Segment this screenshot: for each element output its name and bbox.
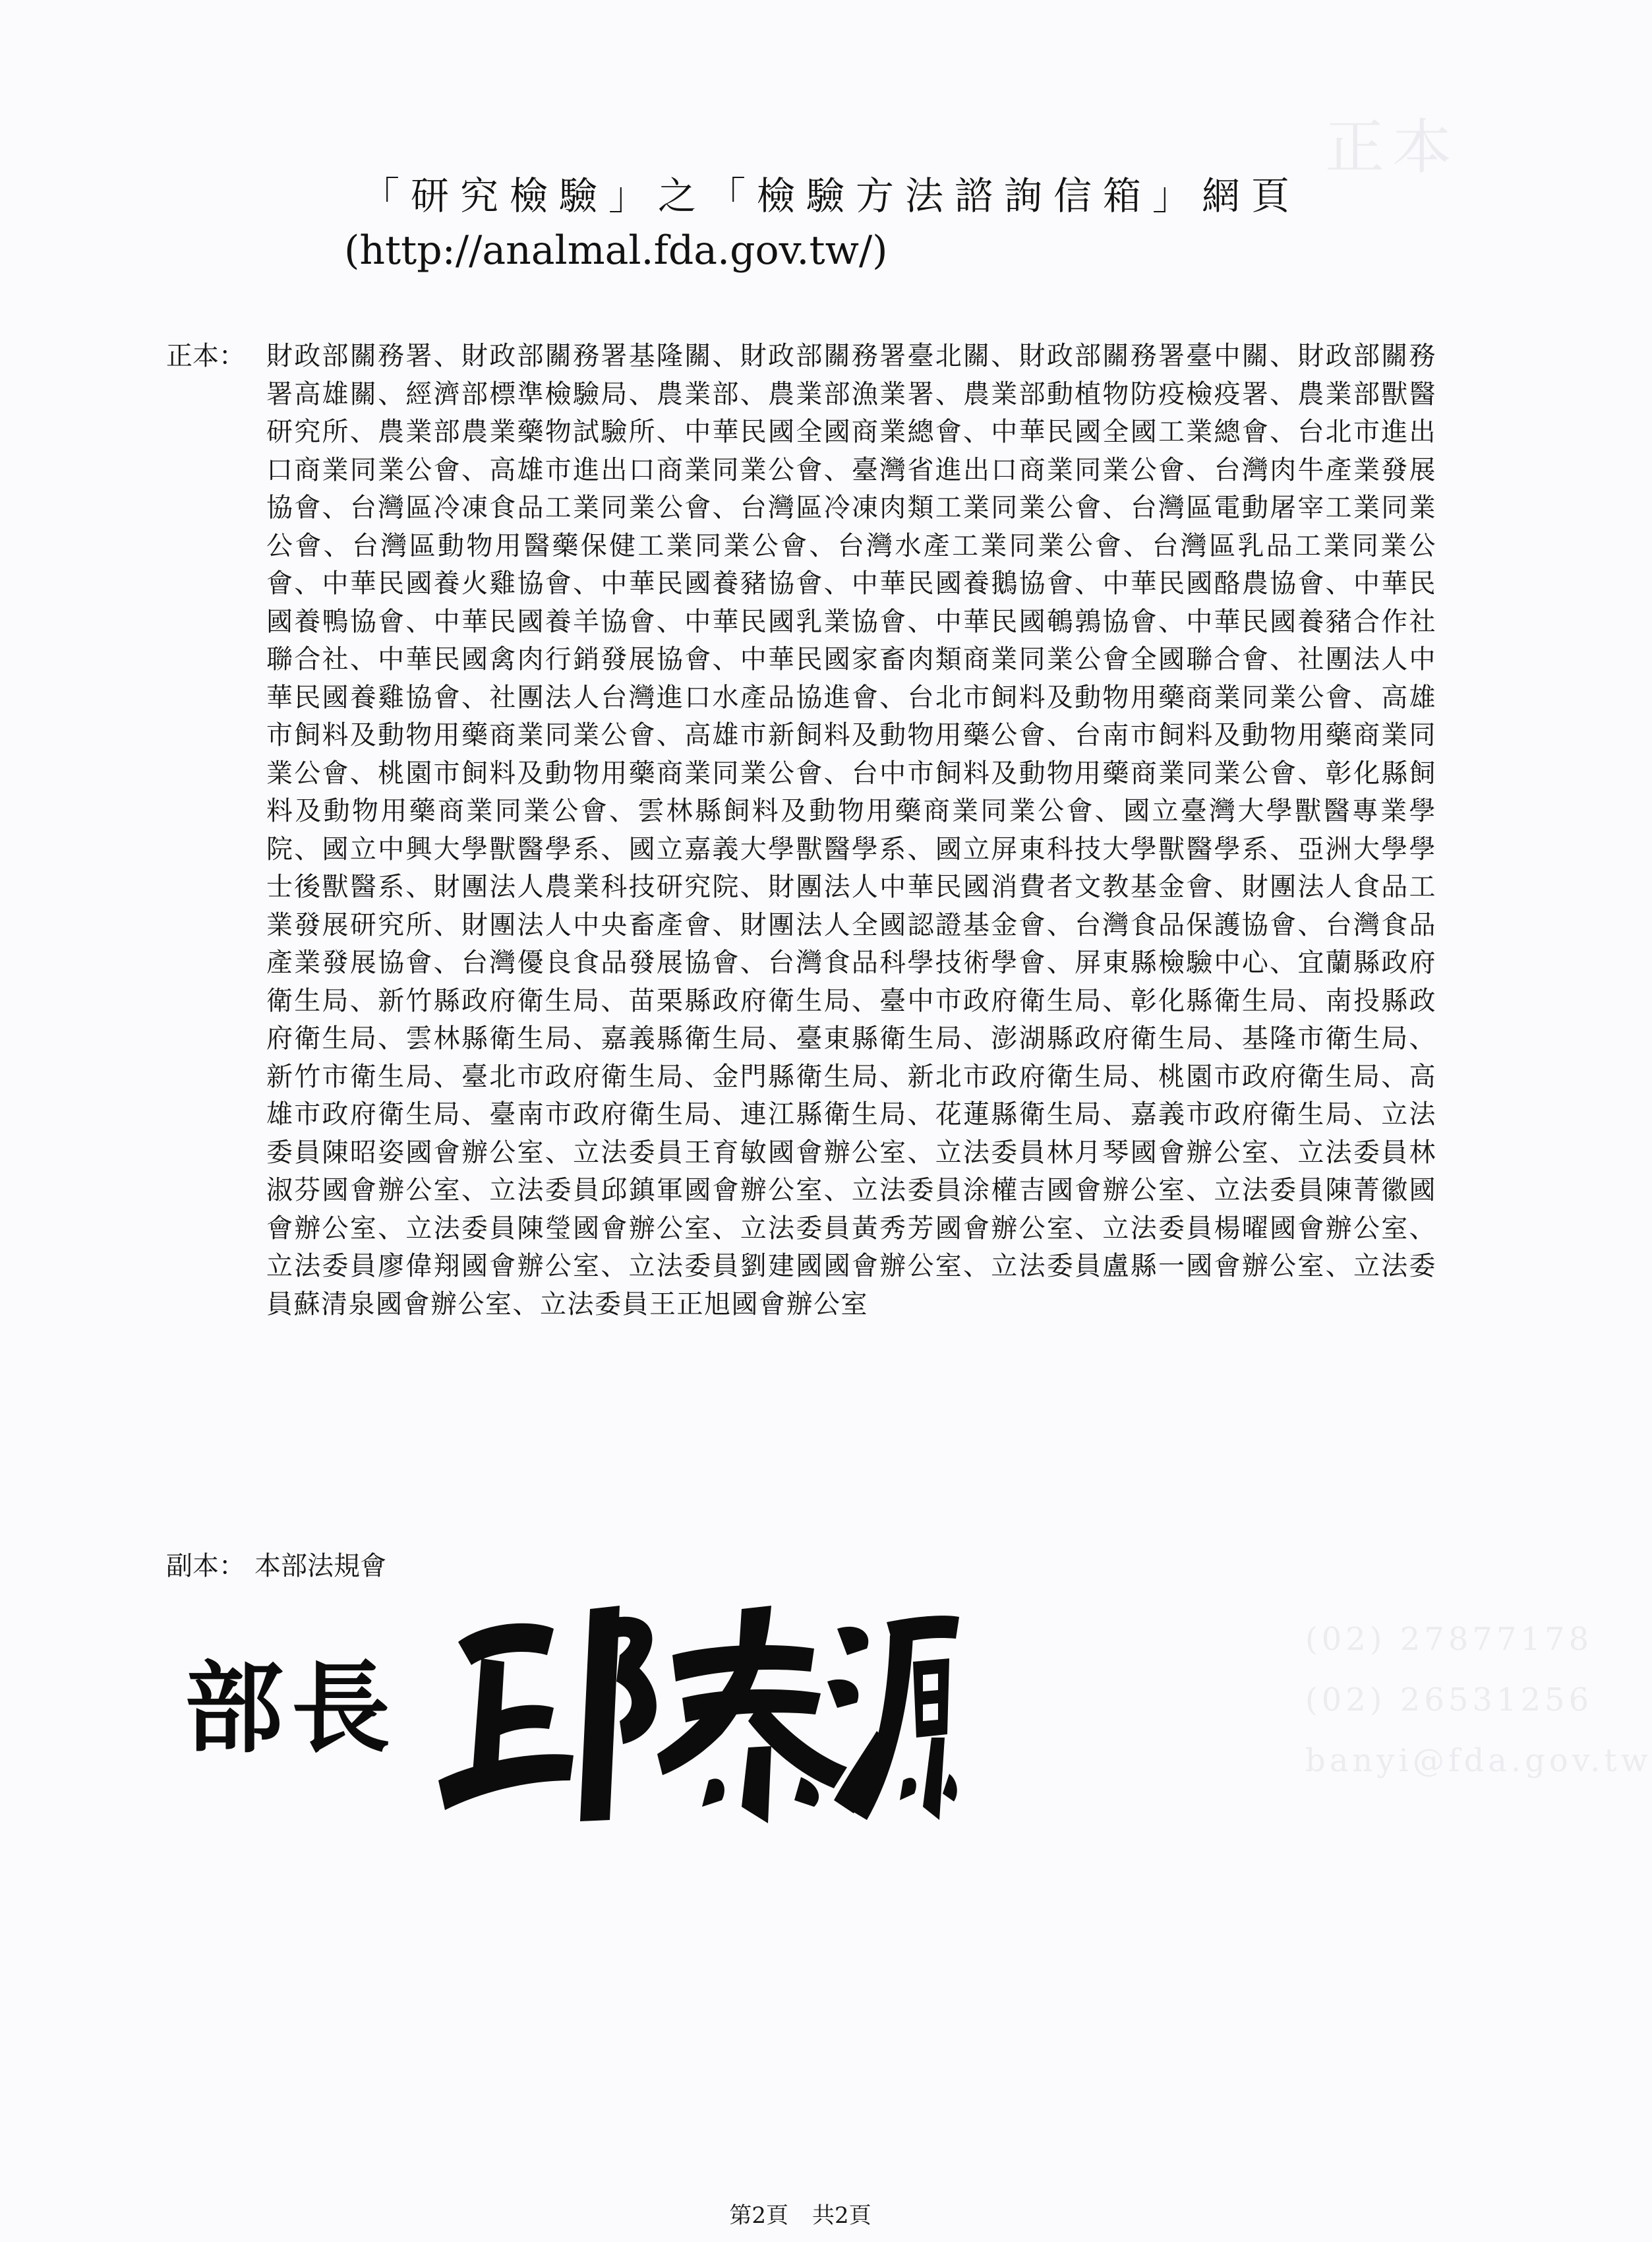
copy-recipients-list: 本部法規會 bbox=[254, 1551, 386, 1581]
page-number-footer bbox=[0, 2197, 1601, 2229]
original-recipients-label: 正本： bbox=[166, 341, 245, 371]
minister-signature bbox=[412, 1583, 959, 1833]
document-url: (http://analmal.fda.gov.tw/) bbox=[344, 227, 888, 274]
document-heading: 「研究檢驗」之「檢驗方法諮詢信箱」網頁 bbox=[361, 173, 1301, 218]
show-through-block: (02) 27877178 (02) 26531256 banyi@fda.gov.tw bbox=[1305, 1621, 1652, 1779]
page-total: 共2頁 bbox=[812, 2202, 871, 2229]
minister-title: 部長 bbox=[185, 1651, 399, 1767]
page-current: 第2頁 bbox=[729, 2202, 788, 2229]
copy-recipients-label: 副本： bbox=[166, 1551, 245, 1581]
original-recipients-list: 財政部關務署、財政部關務署基隆關、財政部關務署臺北關、財政部關務署臺中關、財政部關務署高雄關、經濟部標準檢驗局、農業部、農業部漁業署、農業部動植物防疫檢疫署、農業部獸醫研究所、農業部農業藥物試驗所、中華民國全國商業總會、中華民國全國工業總會、台北市進出口商業同業公會、高雄市進出口商業同業公會、臺灣省進出口商業同業公會、台灣肉牛產業發展協會、台灣區冷凍食品工業同業公會、台灣區冷凍肉類工業同業公會、台灣區電動屠宰工業同業公會、台灣區動物用醫藥保健工業同業公會、台灣水產工業同業公會、台灣區乳品工業同業公會、中華民國養火雞協會、中華民國養豬協會、中華民國養鵝協會、中華民國酪農協會、中華民國養鴨協會、中華民國養羊協會、中華民國乳業協會、中華民國鵪鶉協會、中華民國養豬合作社聯合社、中華民國禽肉行銷發展協會、中華民國家畜肉類商業同業公會全國聯合會、社團法人中華民國養雞協會、社團法人台灣進口水產品協進會、台北市飼料及動物用藥商業同業公會、高雄市飼料及動物用藥商業同業公會、高雄市新飼料及動物用藥公會、台南市飼料及動物用藥商業同業公會、桃園市飼料及動物用藥商業同業公會、台中市飼料及動物用藥商業同業公會、彰化縣飼料及動物用藥商業同業公會、雲林縣飼料及動物用藥商業同業公會、國立臺灣大學獸醫專業學院、國立中興大學獸醫學系、國立嘉義大學獸醫學系、國立屏東科技大學獸醫學系、亞洲大學學士後獸醫系、財團法人農業科技研究院、財團法人中華民國消費者文教基金會、財團法人食品工業發展研究所、財團法人中央畜產會、財團法人全國認證基金會、台灣食品保護協會、台灣食品產業發展協會、台灣優良食品發展協會、台灣食品科學技術學會、屏東縣檢驗中心、宜蘭縣政府衛生局、新竹縣政府衛生局、苗栗縣政府衛生局、臺中市政府衛生局、彰化縣衛生局、南投縣政府衛生局、雲林縣衛生局、嘉義縣衛生局、臺東縣衛生局、澎湖縣政府衛生局、基隆市衛生局、新竹市衛生局、臺北市政府衛生局、金門縣衛生局、新北市政府衛生局、桃園市政府衛生局、高雄市政府衛生局、臺南市政府衛生局、連江縣衛生局、花蓮縣衛生局、嘉義市政府衛生局、立法委員陳昭姿國會辦公室、立法委員王育敏國會辦公室、立法委員林月琴國會辦公室、立法委員林淑芬國會辦公室、立法委員邱鎮軍國會辦公室、立法委員涂權吉國會辦公室、立法委員陳菁徽國會辦公室、立法委員陳瑩國會辦公室、立法委員黃秀芳國會辦公室、立法委員楊曜國會辦公室、立法委員廖偉翔國會辦公室、立法委員劉建國國會辦公室、立法委員盧縣一國會辦公室、立法委員蘇清泉國會辦公室、立法委員王正旭國會辦公室 bbox=[266, 341, 1436, 1319]
show-through-mark: 正本 bbox=[1325, 113, 1460, 182]
